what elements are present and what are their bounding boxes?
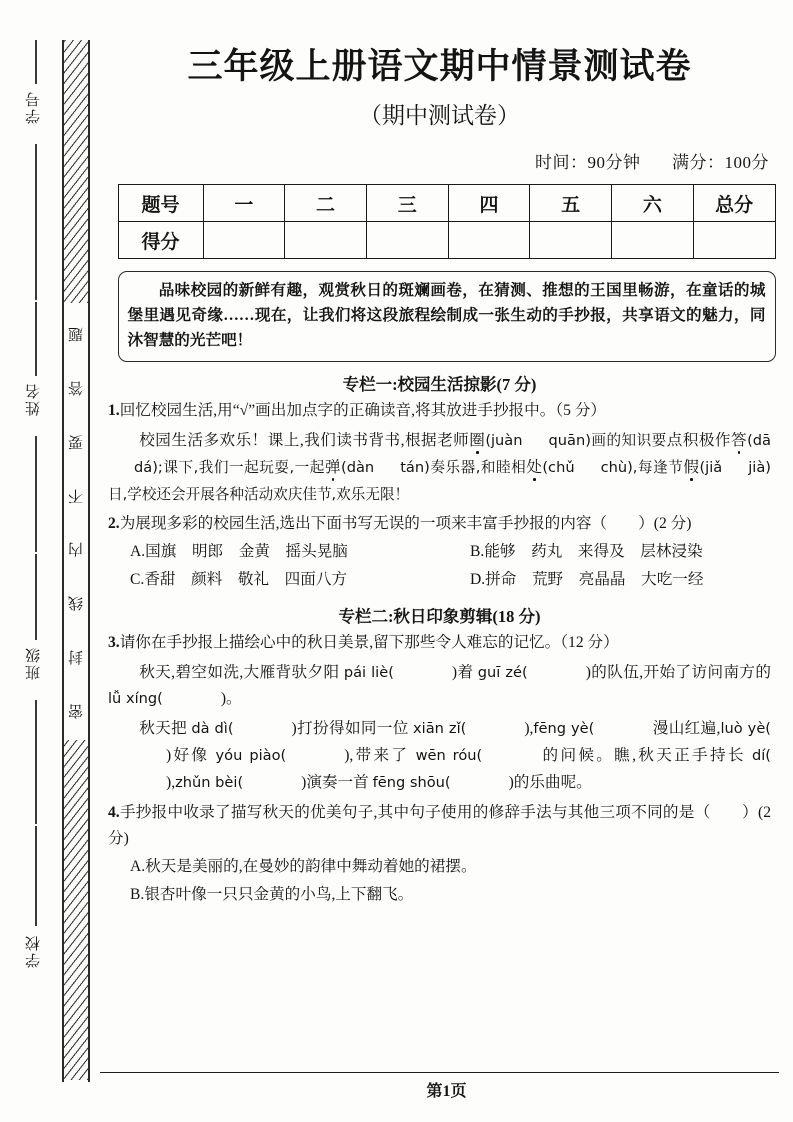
seal-char: 密: [68, 701, 84, 718]
passage-part: 伍,开始了访问南方的: [623, 663, 772, 681]
total-score-label: 满分：100分: [672, 153, 769, 173]
option-key: B.: [130, 885, 145, 903]
passage-part: ),: [166, 773, 176, 791]
passage-part: )。: [220, 690, 242, 708]
seal-rule: [35, 436, 37, 552]
sealing-margin: [0, 0, 100, 1122]
option-row: [130, 881, 771, 909]
seal-field-name: [14, 302, 56, 552]
passage-part: 秋天,碧空如洗,大雁背驮夕阳: [139, 663, 344, 681]
score-cell[interactable]: [366, 222, 448, 259]
question-3-stem: [100, 630, 793, 657]
seal-rule: [35, 700, 37, 824]
score-cell[interactable]: [693, 222, 775, 259]
question-2-options: [100, 538, 793, 594]
pinyin-option[interactable]: chù),每逢节: [600, 458, 684, 476]
exam-body: [100, 0, 793, 1122]
page-title: 三年级上册语文期中情景测试卷: [187, 47, 692, 86]
seal-rule: [35, 302, 37, 376]
question-3-number: 3.: [108, 633, 120, 651]
question-3-text: 请你在手抄报上描绘心中的秋日美景,留下那些令人难忘的记忆。（12 分）: [119, 633, 619, 651]
seal-field-student-id: [14, 40, 56, 300]
question-1-text: 回忆校园生活,用“√”画出加点字的正确读音,将其放进手抄报中。（5 分）: [119, 402, 607, 420]
score-col-header: 二: [285, 185, 367, 222]
passage-part: 校园生活多欢乐！课上,我们读书背书,根据老师: [139, 431, 470, 449]
option-key: D.: [470, 570, 486, 588]
passage-part: )着: [451, 663, 478, 681]
score-table: [118, 184, 776, 259]
page-subtitle: （期中测试卷）: [359, 103, 520, 129]
option-row: [130, 853, 771, 881]
question-1-passage: [100, 428, 793, 508]
passage-part: )演奏一首: [301, 773, 373, 791]
pinyin-option[interactable]: (juàn: [485, 431, 523, 449]
pinyin-option[interactable]: (chǔ: [542, 458, 575, 476]
option-text: 银杏叶像一只只金黄的小鸟,上下翻飞。: [144, 885, 414, 903]
section-heading-1: 专栏一:校园生活掠影(7 分): [342, 375, 537, 395]
seal-char: 题: [68, 325, 84, 342]
question-1-stem: [100, 398, 793, 425]
intro-text: 品味校园的新鲜有趣，观赏秋日的斑斓画卷，在猜测、推想的王国里畅游，在童话的城堡里遇见奇缘……现在，让我们将这段旅程绘制成一张生动的手抄报，共享语文的魅力，同沐智慧的光芒吧！: [127, 282, 766, 349]
option-key: B.: [470, 543, 485, 561]
score-col-header: 五: [530, 185, 612, 222]
option-b[interactable]: [130, 886, 413, 903]
question-1-number: 1.: [108, 402, 120, 420]
option-b[interactable]: [470, 543, 703, 560]
question-4-number: 4.: [108, 803, 120, 821]
dotted-char: 答: [730, 431, 748, 449]
seal-char: 封: [68, 647, 84, 664]
score-col-header: 六: [612, 185, 694, 222]
dotted-char: 处: [526, 458, 543, 476]
score-cell[interactable]: [612, 222, 694, 259]
question-2-number: 2.: [108, 515, 120, 533]
seal-char: 线: [68, 594, 84, 611]
seal-line-column: [62, 40, 90, 1082]
option-key: A.: [130, 858, 146, 876]
option-row: [130, 566, 771, 594]
pinyin-prompt: yóu piào(: [215, 746, 287, 764]
score-col-header: 四: [448, 185, 530, 222]
pinyin-prompt: lǚ xíng(: [108, 690, 163, 708]
option-text: 香甜 颜料 敬礼 四面八方: [144, 570, 348, 588]
seal-rule: [35, 144, 37, 300]
score-row-header: 题号: [118, 185, 203, 222]
pinyin-prompt: dà dì(: [191, 720, 234, 738]
option-a[interactable]: [130, 538, 470, 566]
seal-rule: [35, 826, 37, 926]
seal-char: 内: [68, 540, 84, 557]
seal-label-name: 姓名: [26, 382, 42, 416]
seal-field-school: [14, 826, 56, 1080]
score-col-header: 三: [366, 185, 448, 222]
section-heading-2: 专栏二:秋日印象剪辑(18 分): [338, 606, 541, 626]
pinyin-option[interactable]: tán)奏乐器,和睦相: [400, 458, 527, 476]
seal-label-school: 学校: [26, 934, 42, 968]
option-row: [130, 538, 771, 566]
pinyin-option[interactable]: dá);课下,我们一起玩耍,一起: [134, 458, 325, 476]
passage-part: 点积极作: [666, 431, 731, 449]
score-cell[interactable]: [530, 222, 612, 259]
page-number: 第1页: [426, 1083, 467, 1100]
pinyin-prompt: xiān zǐ(: [413, 720, 467, 738]
passage-part: 漫山红遍,: [652, 720, 721, 738]
table-row: [118, 185, 775, 222]
footer-divider: [100, 1072, 779, 1073]
option-d[interactable]: [470, 571, 704, 588]
question-4-stem: [100, 800, 793, 854]
option-text: 国旗 明郎 金黄 摇头晃脑: [145, 543, 348, 561]
seal-rule: [35, 40, 37, 84]
hatch-pattern-top: [64, 40, 88, 303]
seal-char: 答: [68, 379, 84, 396]
pinyin-option[interactable]: quān)画的知识要: [548, 431, 667, 449]
dotted-char: 假: [683, 458, 700, 476]
time-label: 时间：90分钟: [535, 153, 641, 173]
question-2-text: 为展现多彩的校园生活,选出下面书写无误的一项来丰富手抄报的内容（ ）(2 分): [119, 515, 692, 533]
question-2-stem: [100, 511, 793, 538]
dotted-char: 弹: [324, 458, 342, 476]
option-key: C.: [130, 570, 145, 588]
question-4-options: [100, 853, 793, 909]
pinyin-prompt: fēng shōu(: [372, 773, 451, 791]
score-cell[interactable]: [285, 222, 367, 259]
pinyin-prompt: guī zé(: [477, 663, 528, 681]
pinyin-option[interactable]: (dàn: [341, 458, 375, 476]
pinyin-option[interactable]: jià)日,学校还会开展各种活动欢庆佳节,欢乐无限！: [108, 458, 771, 503]
passage-part: 秋天把: [139, 720, 192, 738]
passage-part: )打扮得如同一位: [291, 720, 414, 738]
passage-part: ),: [524, 720, 534, 738]
question-4-text: 手抄报中收录了描写秋天的优美句子,其中句子使用的修辞手法与其他三项不同的是（ ）(2 分): [108, 803, 771, 848]
passage-part: )的队: [585, 663, 624, 681]
dotted-char: 圈: [469, 431, 486, 449]
option-text: 能够 药丸 来得及 层林浸染: [484, 543, 703, 561]
pinyin-prompt: wēn róu(: [415, 746, 483, 764]
option-key: A.: [130, 543, 146, 561]
pinyin-option[interactable]: (dā: [747, 431, 771, 449]
passage-part: 的问候。瞧,秋天正手持长: [540, 746, 752, 764]
pinyin-prompt: luò yè(: [720, 720, 771, 738]
hatch-pattern-bottom: [64, 740, 88, 1080]
seal-char: 不: [68, 486, 84, 503]
pinyin-option[interactable]: (jiǎ: [699, 458, 723, 476]
seal-label-class: 班级: [26, 646, 42, 680]
seal-char: 要: [68, 432, 84, 449]
score-cell[interactable]: [448, 222, 530, 259]
passage-part: ),带来了: [344, 746, 416, 764]
seal-field-class: [14, 554, 56, 824]
option-c[interactable]: [130, 566, 470, 594]
seal-warning-text: [64, 306, 88, 736]
exam-meta: [100, 148, 769, 173]
seal-rule: [35, 554, 37, 640]
score-cell[interactable]: [203, 222, 285, 259]
option-a[interactable]: [130, 858, 477, 875]
score-col-header: 总分: [693, 185, 775, 222]
score-row-header: 得分: [118, 222, 203, 259]
question-3-passage-1: [100, 660, 793, 714]
option-text: 拼命 荒野 亮晶晶 大吃一经: [485, 570, 704, 588]
passage-part: )好像: [166, 746, 216, 764]
seal-label-student-id: 学号: [26, 90, 42, 124]
passage-part: )的乐曲呢。: [508, 773, 592, 791]
table-row: [118, 222, 775, 259]
pinyin-prompt: zhǔn bèi(: [175, 773, 244, 791]
pinyin-prompt: dí(: [751, 746, 771, 764]
intro-box: [118, 271, 776, 362]
question-3-passage-2: [100, 716, 793, 796]
option-text: 秋天是美丽的,在曼妙的韵律中舞动着她的裙摆。: [145, 858, 477, 876]
pinyin-prompt: pái liè(: [343, 663, 394, 681]
pinyin-prompt: fēng yè(: [533, 720, 595, 738]
score-col-header: 一: [203, 185, 285, 222]
student-info-column: [14, 40, 56, 1080]
